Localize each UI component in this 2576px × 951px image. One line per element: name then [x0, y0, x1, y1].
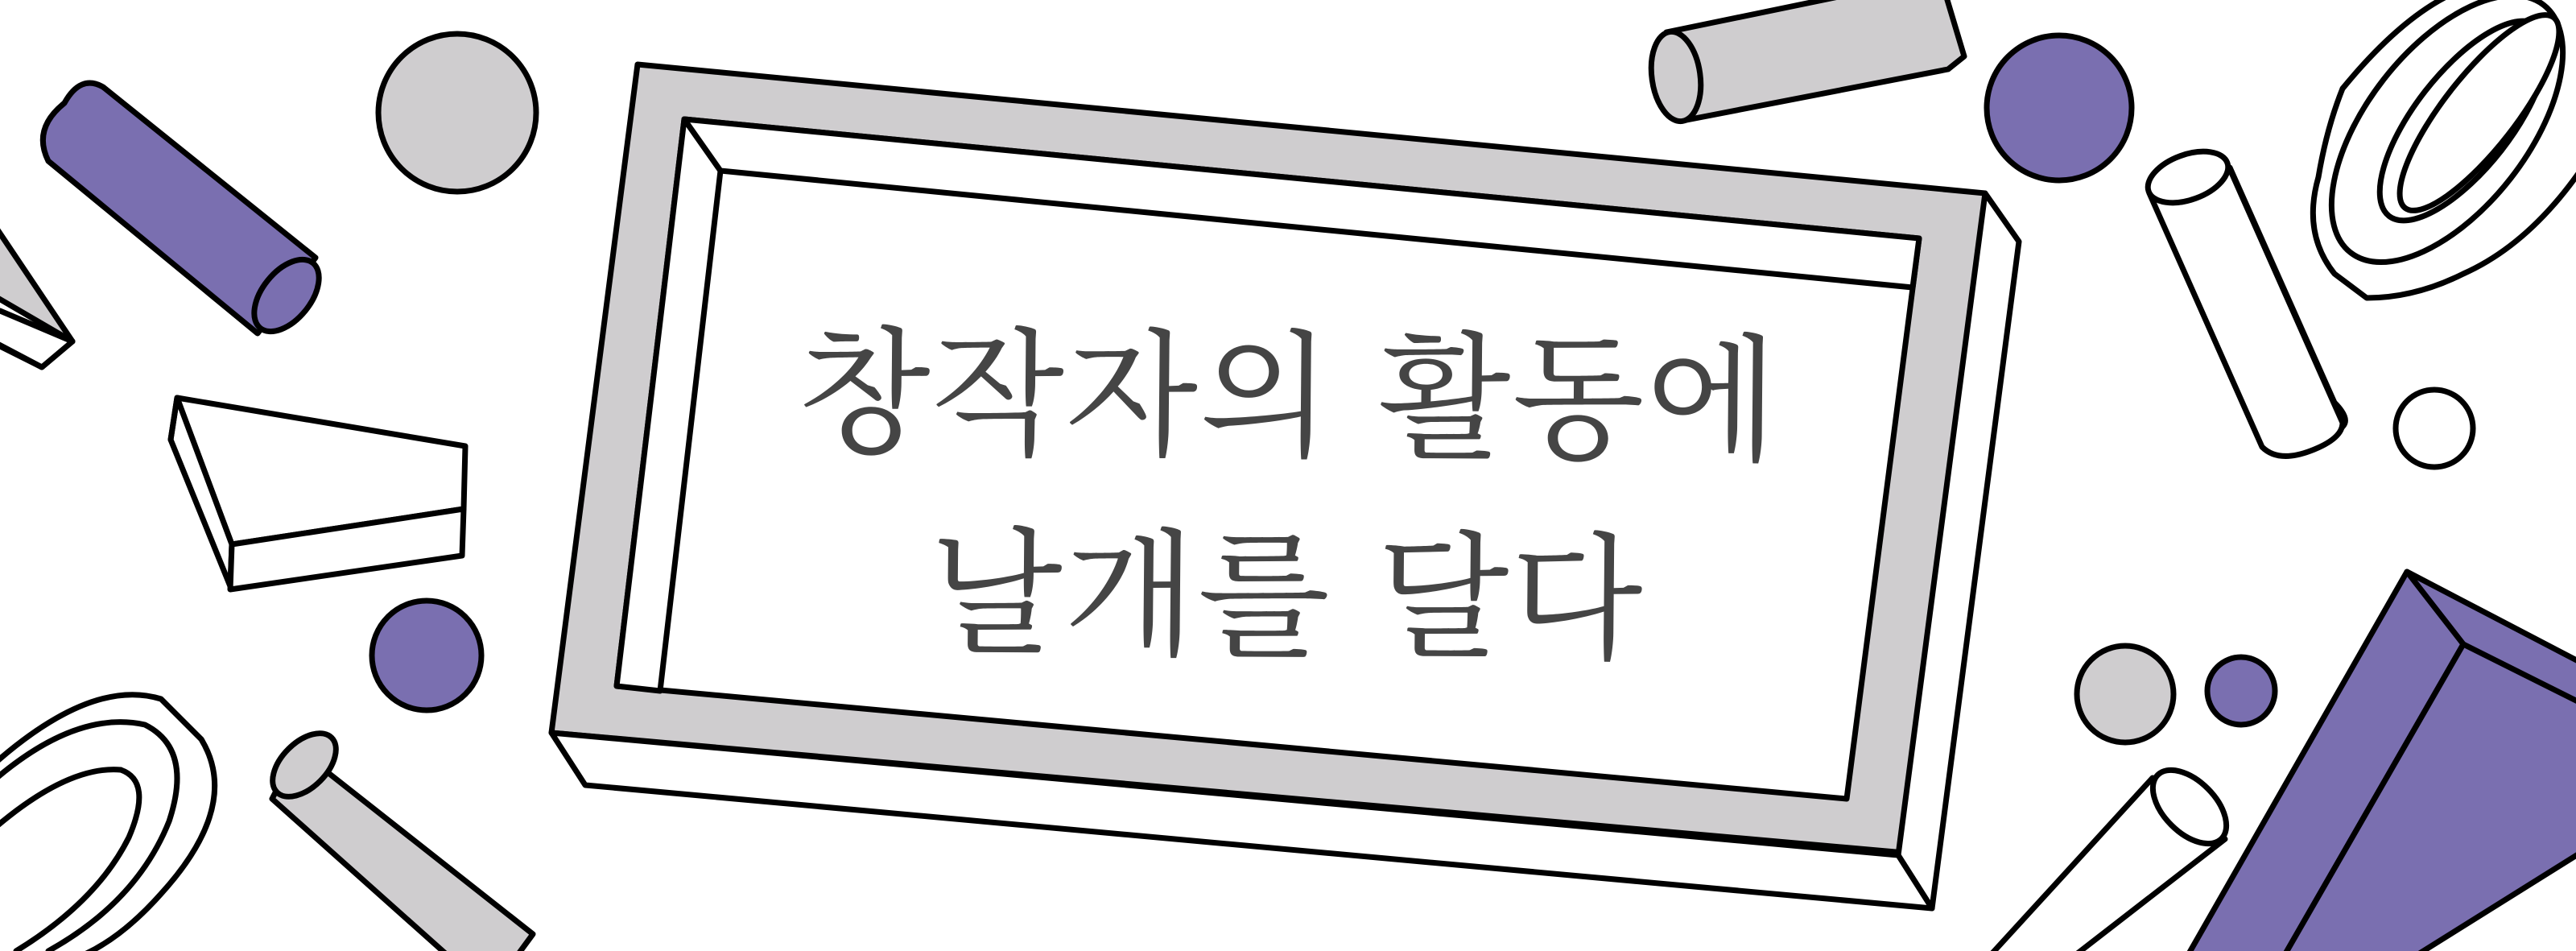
- white-circle-right: [2396, 390, 2473, 467]
- gray-circle-right: [2077, 646, 2174, 742]
- ring-top-right: [2287, 0, 2576, 302]
- gray-cylinder-top-right: [1645, 0, 1964, 125]
- white-cylinder-bottom-right: [1980, 757, 2240, 951]
- headline-line-1: 창작자의 활동에: [797, 313, 1781, 482]
- gray-circle-top-left: [378, 34, 536, 192]
- purple-circle-top-right: [1987, 35, 2132, 180]
- gray-prism-left-edge: [0, 209, 72, 367]
- headline-line-2: 날개를 달다: [929, 515, 1645, 680]
- purple-cylinder-top-left: [43, 83, 332, 343]
- white-prism-left: [171, 398, 465, 589]
- purple-prism-bottom-right: [2182, 572, 2576, 951]
- purple-circle-left: [372, 601, 481, 710]
- purple-circle-small-right: [2207, 657, 2275, 725]
- gray-cylinder-bottom-left: [261, 722, 533, 951]
- ring-bottom-left: [0, 695, 215, 951]
- headline: [658, 292, 1918, 703]
